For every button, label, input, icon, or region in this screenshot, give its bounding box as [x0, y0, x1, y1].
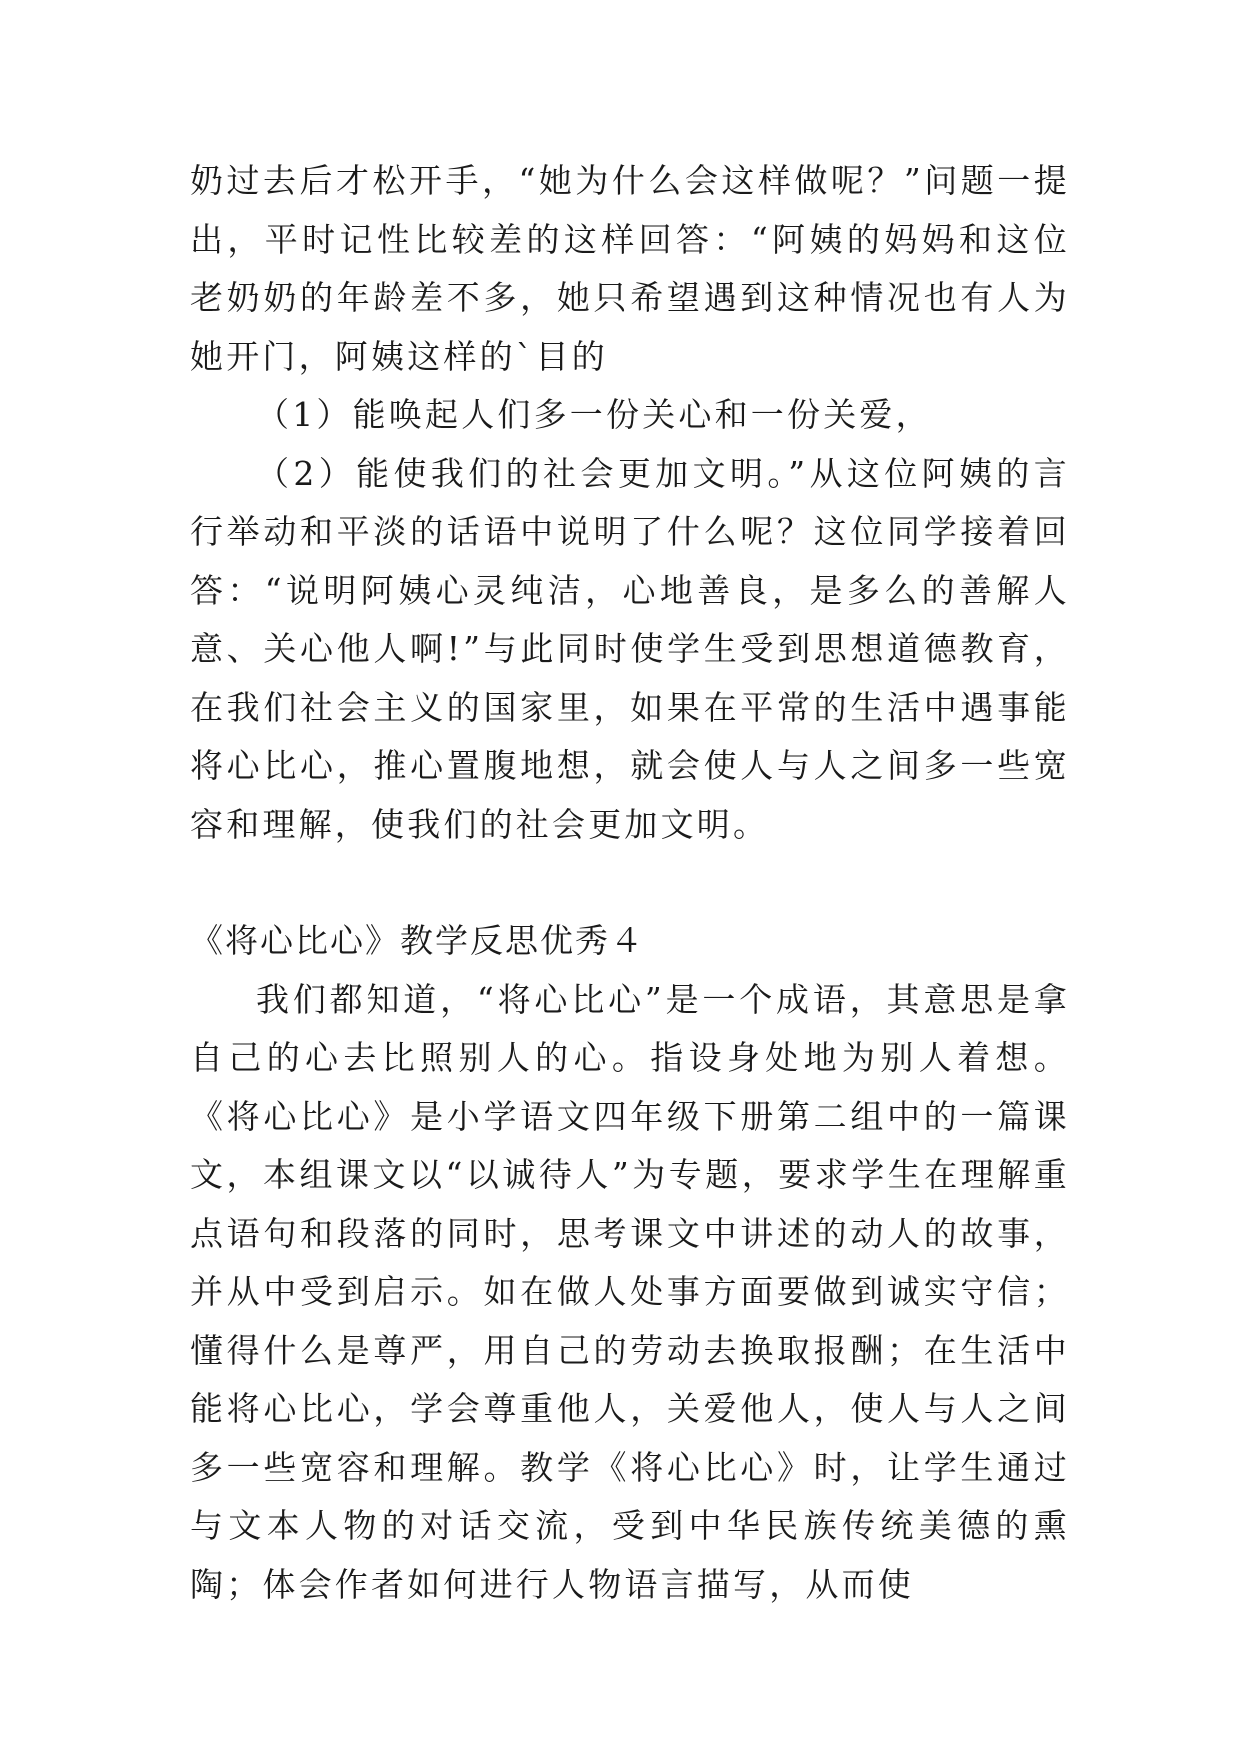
section-heading: 《将心比心》教学反思优秀４	[190, 921, 645, 960]
paragraph-continuation: 奶过去后才松开手，“她为什么会这样做呢？”问题一提出，平时记性比较差的这样回答：“阿姨的妈妈和这位老奶奶的年龄差不多，她只希望遇到这种情况也有人为她开门，阿姨这样的`目的	[190, 161, 1070, 376]
paragraph-section-body: 我们都知道，“将心比心”是一个成语，其意思是拿自己的心去比照别人的心。指设身处地为别人着想。《将心比心》是小学语文四年级下册第二组中的一篇课文，本组课文以“以诚待人”为专题，要求学生在理解重点语句和段落的同时，思考课文中讲述的动人的故事，并从中受到启示。如在做人处事方面要做到诚实守信；懂得什么是尊严，用自己的劳动去换取报酬；在生活中能将心比心，学会尊重他人，关爱他人，使人与人之间多一些宽容和理解。教学《将心比心》时，让学生通过与文本人物的对话交流，受到中华民族传统美德的熏陶；体会作者如何进行人物语言描写，从而使	[190, 979, 1070, 1604]
paragraph-point-1: （1）能唤起人们多一份关心和一份关爱，	[256, 395, 932, 434]
document-body	[190, 152, 1070, 1614]
paragraph-point-2: （2）能使我们的社会更加文明。”从这位阿姨的言行举动和平淡的话语中说明了什么呢？这位同学接着回答：“说明阿姨心灵纯洁，心地善良，是多么的善解人意、关心他人啊!”与此同时使学生受到思想道德教育，在我们社会主义的国家里，如果在平常的生活中遇事能将心比心，推心置腹地想，就会使人与人之间多一些宽容和理解，使我们的社会更加文明。	[190, 453, 1070, 844]
